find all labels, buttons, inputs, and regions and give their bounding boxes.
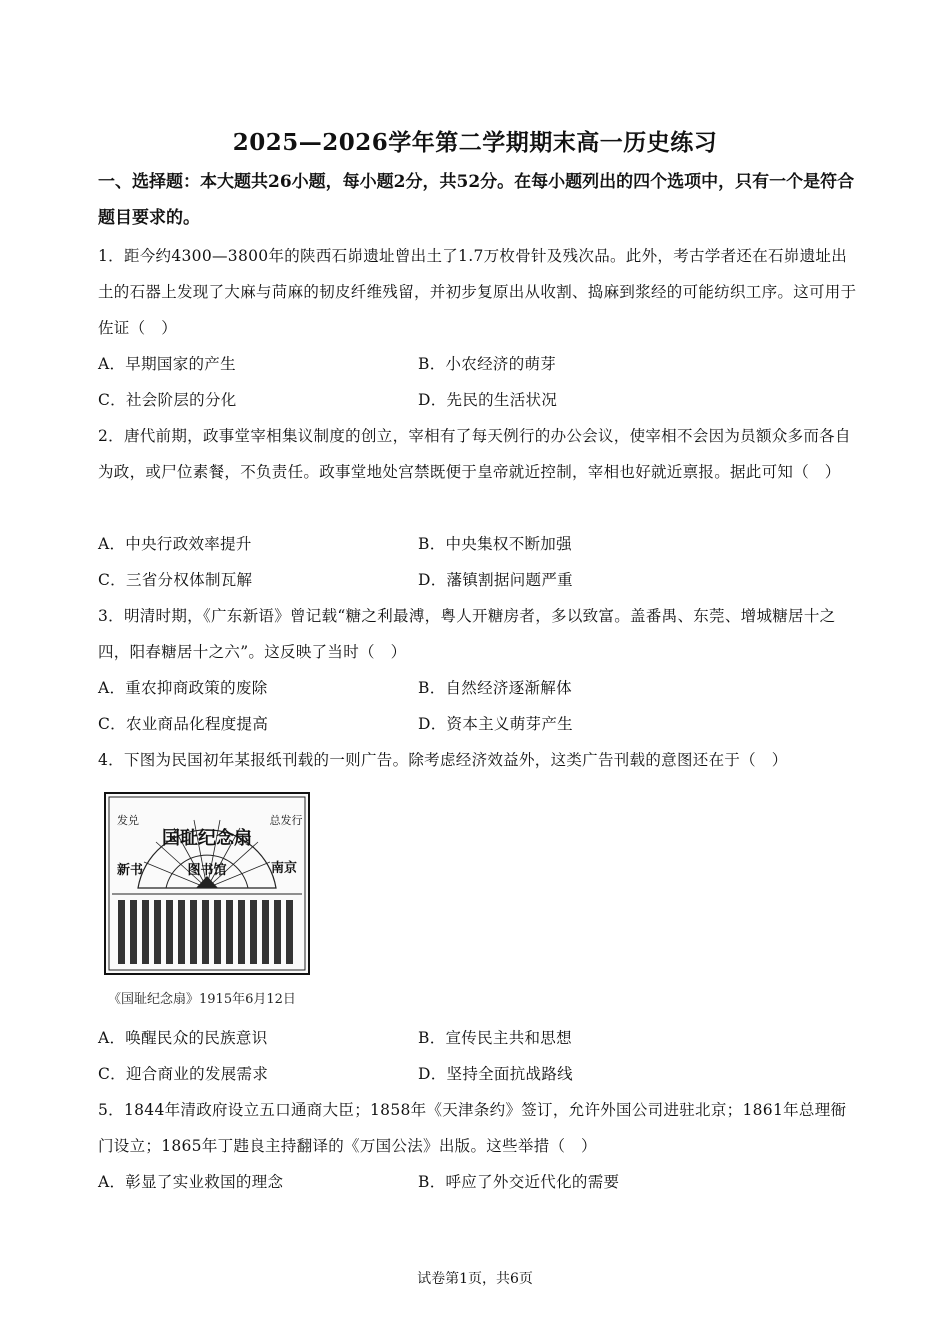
question-1-option-c: C．社会阶层的分化: [98, 391, 237, 409]
question-4-option-b: B．宣传民主共和思想: [418, 1029, 572, 1047]
newspaper-advertisement-image: [104, 792, 310, 975]
question-4-stem: 4．下图为民国初年某报纸刊载的一则广告。除考虑经济效益外，这类广告刊载的意图还在于（ ）: [98, 751, 788, 769]
question-3-option-d: D．资本主义萌芽产生: [418, 715, 573, 733]
question-4-option-a: A．唤醒民众的民族意识: [98, 1029, 268, 1047]
question-5-option-a: A．彰显了实业救国的理念: [98, 1173, 284, 1191]
question-1-option-d: D．先民的生活状况: [418, 391, 558, 409]
ad-middle-text: 图书馆: [187, 863, 227, 878]
ad-title-text: 国耻纪念扇: [162, 828, 252, 849]
question-2-option-c: C．三省分权体制瓦解: [98, 571, 253, 589]
question-2-option-b: B．中央集权不断加强: [418, 535, 572, 553]
page-footer: 试卷第1页，共6页: [417, 1271, 533, 1287]
figure-caption: 《国耻纪念扇》1915年6月12日: [108, 992, 296, 1007]
section-instructions: 一、选择题：本大题共26小题，每小题2分，共52分。在每小题列出的四个选项中，只有一个是符合题目要求的。: [98, 172, 855, 228]
ad-left-text: 新书: [116, 863, 144, 878]
question-2-option-a: A．中央行政效率提升: [98, 535, 252, 553]
question-3-option-b: B．自然经济逐渐解体: [418, 679, 572, 697]
question-3-stem: 3．明清时期，《广东新语》曾记载“糖之利最溥，粤人开糖房者，多以致富。盖番禺、东莞、增城糖居十之四，阳春糖居十之六”。这反映了当时（ ）: [98, 607, 836, 661]
question-4-option-c: C．迎合商业的发展需求: [98, 1065, 269, 1083]
question-3-option-a: A．重农抑商政策的废除: [98, 679, 268, 697]
question-1-option-b: B．小农经济的萌芽: [418, 355, 557, 373]
question-2-stem: 2．唐代前期，政事堂宰相集议制度的创立，宰相有了每天例行的办公会议，使宰相不会因为员额众多而各自为政，或尸位素餐，不负责任。政事堂地处宫禁既便于皇帝就近控制，宰相也好就近禀报。据此可知（ ）: [98, 427, 851, 481]
ad-corner-right-text: 总发行: [269, 814, 303, 827]
question-3-option-c: C．农业商品化程度提高: [98, 715, 269, 733]
question-2-option-d: D．藩镇割据问题严重: [418, 571, 573, 589]
question-1-stem: 1．距今约4300—3800年的陕西石峁遗址曾出土了1.7万枚骨针及残次品。此外，考古学者还在石峁遗址出土的石器上发现了大麻与苘麻的韧皮纤维残留，并初步复原出从收割、捣麻到浆经的可能纺织工序。这可用于佐证（ ）: [98, 247, 857, 337]
ad-corner-left-text: 发兑: [117, 814, 139, 827]
ad-right-text: 南京: [270, 861, 298, 876]
question-4-option-d: D．坚持全面抗战路线: [418, 1065, 573, 1083]
exam-title: 2025—2026学年第二学期期末高一历史练习: [232, 129, 718, 156]
question-1-option-a: A．早期国家的产生: [98, 355, 236, 373]
question-5-option-b: B．呼应了外交近代化的需要: [418, 1173, 620, 1191]
question-5-stem: 5．1844年清政府设立五口通商大臣；1858年《天津条约》签订，允许外国公司进驻北京；1861年总理衙门设立；1865年丁韪良主持翻译的《万国公法》出版。这些举措（ ）: [98, 1101, 847, 1155]
